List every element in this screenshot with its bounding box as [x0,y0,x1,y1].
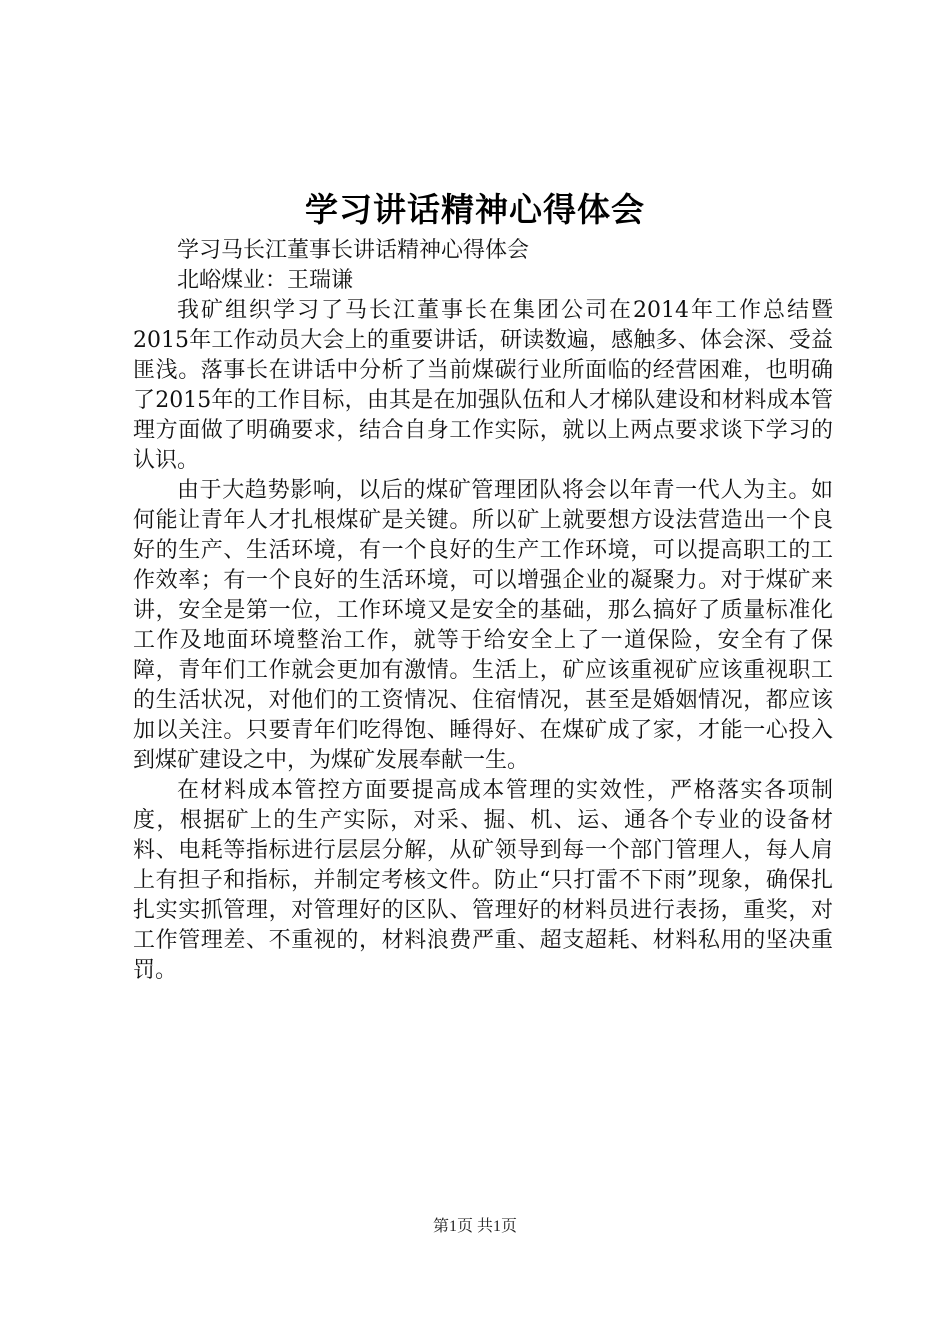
author-line: 北峪煤业：王瑞谦 [177,268,354,293]
subtitle-line: 学习马长江董事长讲话精神心得体会 [177,238,530,263]
paragraph-2: 由于大趋势影响，以后的煤矿管理团队将会以年青一代人为主。如何能让青年人才扎根煤矿是关键。所以矿上就要想方设法营造出一个良好的生产、生活环境，有一个良好的生产工作环境，可以提高职工的工作效率；有一个良好的生活环境，可以增强企业的凝聚力。对于煤矿来讲，安全是第一位，工作环境又是安全的基础，那么搞好了质量标准化工作及地面环境整治工作，就等于给安全上了一道保险，安全有了保障，青年们工作就会更加有激情。生活上，矿应该重视矿应该重视职工的生活状况，对他们的工资情况、住宿情况，甚至是婚姻情况，都应该加以关注。只要青年们吃得饱、睡得好、在煤矿成了家，才能一心投入到煤矿建设之中，为煤矿发展奉献一生。 [133,478,833,773]
document-title: 学习讲话精神心得体会 [305,190,645,229]
paragraph-3: 在材料成本管控方面要提高成本管理的实效性，严格落实各项制度，根据矿上的生产实际，对采、掘、机、运、通各个专业的设备材料、电耗等指标进行层层分解，从矿领导到每一个部门管理人，每人肩上有担子和指标，并制定考核文件。防止“只打雷不下雨”现象，确保扎扎实实抓管理，对管理好的区队、管理好的材料员进行表扬，重奖，对工作管理差、不重视的，材料浪费严重、超支超耗、材料私用的坚决重罚。 [133,778,833,983]
paragraph-1: 我矿组织学习了马长江董事长在集团公司在2014年工作总结暨2015年工作动员大会上的重要讲话，研读数遍，感触多、体会深、受益匪浅。落事长在讲话中分析了当前煤碳行业所面临的经营困难，也明确了2015年的工作目标，由其是在加强队伍和人才梯队建设和材料成本管理方面做了明确要求，结合自身工作实际，就以上两点要求谈下学习的认识。 [133,298,833,473]
document-body [133,236,833,986]
page-number-footer: 第1页 共1页 [432,1218,517,1235]
